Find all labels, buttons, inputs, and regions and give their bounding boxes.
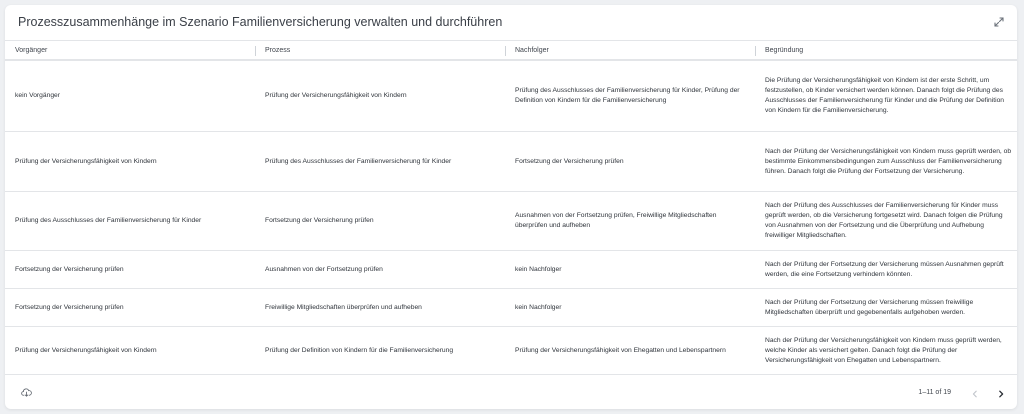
- column-header-prozess[interactable]: Prozess: [255, 41, 505, 59]
- card-header: [5, 5, 1017, 38]
- cell-begruendung: Nach der Prüfung des Ausschlusses der Familienversicherung für Kinder muss geprüft werden, ob die Versicherung fortgesetzt wird. Danach folgen die Prüfung von Ausnahmen von der Fortsetzung und die Überprüfung und Aufhebung freiwilliger Mitgliedschaften.: [765, 202, 1003, 239]
- table-row[interactable]: [5, 250, 1017, 288]
- cell-begruendung: Nach der Prüfung der Fortsetzung der Versicherung müssen Ausnahmen geprüft werden, die eine Fortsetzung verhindern könnten.: [765, 260, 1004, 278]
- cell-prozess: Freiwillige Mitgliedschaften überprüfen und aufheben: [265, 303, 422, 311]
- cell-nachfolger: kein Nachfolger: [515, 303, 562, 311]
- table-row[interactable]: [5, 326, 1017, 374]
- pagination-range: 1–11 of 19: [918, 388, 951, 396]
- table-footer: [5, 374, 1017, 409]
- cell-vorgaenger: kein Vorgänger: [15, 92, 60, 99]
- page-title: Prozesszusammenhänge im Szenario Familienversicherung verwalten und durchführen: [18, 14, 503, 29]
- previous-page-button[interactable]: [969, 386, 981, 398]
- pagination: [918, 386, 1007, 398]
- table-row[interactable]: [5, 288, 1017, 326]
- data-table: [5, 40, 1017, 374]
- expand-icon: [994, 12, 1004, 31]
- cell-vorgaenger: Prüfung der Versicherungsfähigkeit von Kindern: [15, 346, 157, 354]
- cell-prozess: Prüfung des Ausschlusses der Familienversicherung für Kinder: [265, 157, 452, 165]
- download-button[interactable]: [18, 384, 34, 400]
- cell-nachfolger: Fortsetzung der Versicherung prüfen: [515, 157, 624, 165]
- column-header-vorgaenger[interactable]: Vorgänger: [15, 46, 48, 54]
- cell-nachfolger: Prüfung der Versicherungsfähigkeit von Ehegatten und Lebenspartnern: [515, 346, 726, 354]
- chevron-left-icon: [971, 383, 979, 402]
- column-header-nachfolger[interactable]: Nachfolger: [505, 41, 755, 59]
- cell-begruendung: Nach der Prüfung der Versicherungsfähigkeit von Kindern muss geprüft werden, ob bestimmte Einkommensbedingungen zum Ausschluss der Familienversicherung führen. Danach folgt die Prüfung der Fortsetzung der Versicherung.: [765, 147, 1012, 175]
- table-header-row: [5, 40, 1017, 60]
- table-row[interactable]: [5, 60, 1017, 131]
- cell-prozess: Ausnahmen von der Fortsetzung prüfen: [265, 265, 383, 273]
- cell-nachfolger: kein Nachfolger: [515, 265, 562, 273]
- cell-prozess: Prüfung der Definition von Kindern für die Familienversicherung: [265, 346, 454, 354]
- cell-vorgaenger: Fortsetzung der Versicherung prüfen: [15, 303, 124, 311]
- expand-button[interactable]: [991, 14, 1007, 30]
- download-icon: [21, 383, 32, 402]
- chevron-right-icon: [997, 383, 1005, 402]
- cell-nachfolger: Prüfung des Ausschlusses der Familienversicherung für Kinder, Prüfung der Definition von Kindern für die Familienversicherung: [515, 87, 740, 104]
- process-table-card: [5, 5, 1017, 409]
- cell-nachfolger: Ausnahmen von der Fortsetzung prüfen, Freiwillige Mitgliedschaften überprüfen und aufheben: [515, 212, 717, 229]
- cell-prozess: Prüfung der Versicherungsfähigkeit von Kindern: [265, 92, 407, 99]
- table-row[interactable]: [5, 191, 1017, 250]
- table-row[interactable]: [5, 131, 1017, 191]
- cell-vorgaenger: Prüfung des Ausschlusses der Familienversicherung für Kinder: [15, 217, 202, 224]
- cell-vorgaenger: Fortsetzung der Versicherung prüfen: [15, 265, 124, 273]
- column-header-begruendung[interactable]: Begründung: [755, 41, 1017, 59]
- cell-begruendung: Die Prüfung der Versicherungsfähigkeit von Kindern ist der erste Schritt, um festzustellen, ob Kinder versichert werden können. Danach folgt die Prüfung des Ausschlusses der Familienversicherung für Kinder und die Prüfung der Definition von Kindern für die Familienversicherung.: [765, 77, 1005, 114]
- cell-prozess: Fortsetzung der Versicherung prüfen: [265, 217, 374, 224]
- cell-begruendung: Nach der Prüfung der Versicherungsfähigkeit von Kindern muss geprüft werden, welche Kinder als versichert gelten. Danach folgt die Prüfung der Versicherungsfähigkeit von Ehegatten und Lebenspartnern.: [765, 336, 1002, 364]
- next-page-button[interactable]: [995, 386, 1007, 398]
- cell-begruendung: Nach der Prüfung der Fortsetzung der Versicherung müssen freiwillige Mitgliedschaften überprüft und gegebenenfalls aufgehoben werden.: [765, 298, 974, 316]
- cell-vorgaenger: Prüfung der Versicherungsfähigkeit von Kindern: [15, 157, 157, 165]
